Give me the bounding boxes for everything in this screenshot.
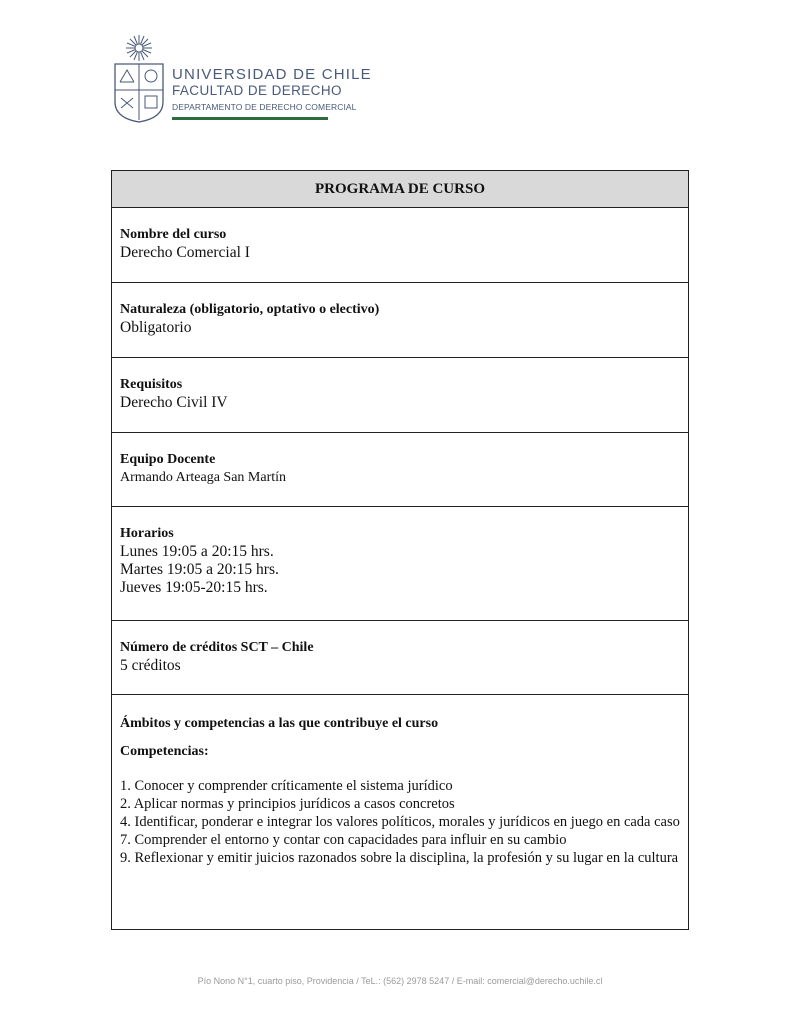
section-label: Requisitos [120,377,183,392]
section-value: Obligatorio [120,319,192,336]
schedule-line: Lunes 19:05 a 20:15 hrs. [120,543,274,560]
section-value: Armando Arteaga San Martín [120,470,287,485]
section-requirements [112,358,689,433]
section-value: Derecho Civil IV [120,394,228,411]
section-label: Horarios [120,526,174,541]
letterhead [111,32,411,127]
page-footer: Pío Nono N°1, cuarto piso, Providencia / TeL.: (562) 2978 5247 / E-mail: comercial@derecho.uchile.cl [197,976,603,986]
section-competencies [112,695,689,930]
section-schedule [112,507,689,621]
competency-item: 2. Aplicar normas y principios jurídicos a casos concretos [120,796,455,812]
competencies-subheading: Competencias: [120,744,209,759]
competency-item: 4. Identificar, ponderar e integrar los valores políticos, morales y jurídicos en juego en cada caso [120,814,680,830]
section-label: Equipo Docente [120,452,216,467]
program-title: PROGRAMA DE CURSO [112,171,689,208]
section-credits [112,621,689,695]
competency-item: 1. Conocer y comprender críticamente el sistema jurídico [120,778,453,794]
competencies-heading: Ámbitos y competencias a las que contribuye el curso [120,716,439,731]
competency-item: 7. Comprender el entorno y contar con capacidades para influir en su cambio [120,832,567,848]
department-name: DEPARTAMENTO DE DERECHO COMERCIAL [172,102,357,112]
institution-names [172,66,372,113]
section-course-name [112,208,689,283]
section-nature [112,283,689,358]
section-label: Nombre del curso [120,227,227,242]
section-value: 5 créditos [120,657,181,674]
competencies-list [120,777,680,867]
schedule-line: Jueves 19:05-20:15 hrs. [120,579,268,596]
course-program-table [111,170,689,930]
schedule-line: Martes 19:05 a 20:15 hrs. [120,561,279,578]
section-teaching-team [112,433,689,507]
university-name: UNIVERSIDAD DE CHILE [172,66,372,83]
section-label: Naturaleza (obligatorio, optativo o electivo) [120,302,380,317]
faculty-name: FACULTAD DE DERECHO [172,83,342,98]
competency-item: 9. Reflexionar y emitir juicios razonados sobre la disciplina, la profesión y su lugar en la cultura [120,850,679,866]
university-crest-icon [111,32,167,124]
section-value: Derecho Comercial I [120,244,250,261]
section-label: Número de créditos SCT – Chile [120,640,314,655]
header-rule [172,117,328,120]
